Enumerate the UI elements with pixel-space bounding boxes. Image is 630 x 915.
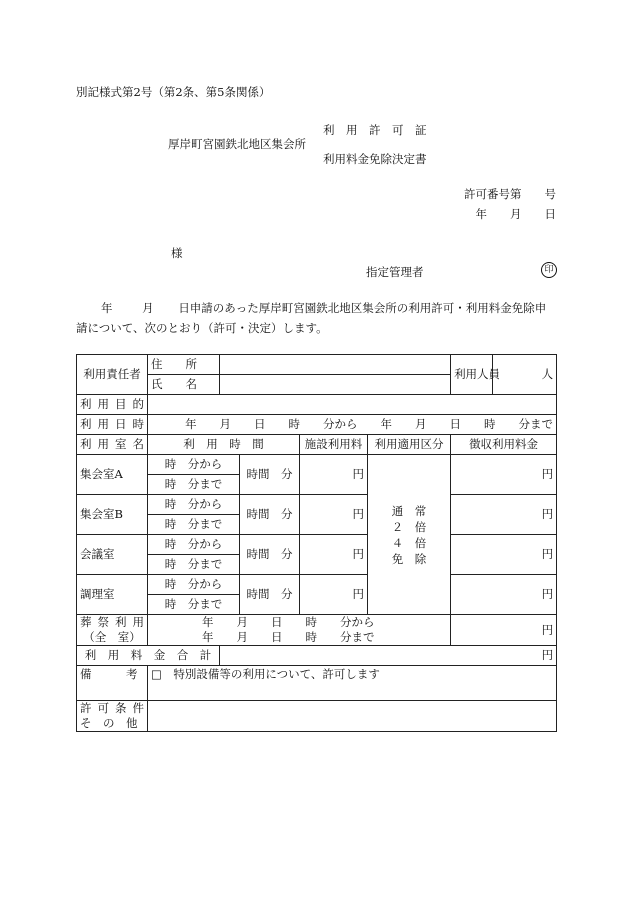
class-exempt[interactable]: 免 除 (391, 551, 427, 566)
header-room: 利用室名 (77, 435, 148, 455)
funeral-label-2: （全 室） (83, 630, 141, 644)
datetime-field[interactable]: 年 月 日 時 分から 年 月 日 時 分まで (148, 415, 557, 435)
seal-mark: 印 (541, 262, 557, 278)
permit-number: 許可番号第 号 (464, 187, 556, 201)
funeral-datetime[interactable] (148, 615, 451, 646)
room-name: 会議室 (77, 535, 148, 575)
doc-title-exemption: 利用料金免除決定書 (323, 152, 427, 166)
row-total (77, 646, 557, 666)
users-label: 利用人員 (451, 355, 493, 395)
room-time-to[interactable]: 時 分まで (148, 515, 240, 535)
room-row (77, 535, 557, 555)
name-field[interactable] (220, 375, 451, 395)
address-field[interactable] (220, 355, 451, 375)
address-label: 住 所 (148, 355, 220, 375)
name-label: 氏 名 (148, 375, 220, 395)
room-time-to[interactable]: 時 分まで (148, 595, 240, 615)
room-time-from[interactable]: 時 分から (148, 575, 240, 595)
doc-title-permit: 利 用 許 可 証 (323, 123, 427, 137)
funeral-to: 年 月 日 時 分まで (202, 630, 375, 644)
room-name: 調理室 (77, 575, 148, 615)
row-header (77, 435, 557, 455)
row-remarks (77, 666, 557, 701)
issue-date: 年 月 日 (475, 207, 556, 221)
room-time-to[interactable]: 時 分まで (148, 555, 240, 575)
body-line-2: 請について、次のとおり（許可・決定）します。 (76, 321, 328, 335)
class-double[interactable]: ２ 倍 (391, 519, 427, 534)
room-collect[interactable]: 円 (451, 455, 557, 495)
purpose-field[interactable] (148, 395, 557, 415)
conditions-label-1: 許可条件 (80, 701, 144, 715)
room-time-from[interactable]: 時 分から (148, 455, 240, 475)
room-row (77, 575, 557, 595)
room-time-from[interactable]: 時 分から (148, 495, 240, 515)
conditions-label (77, 701, 148, 732)
room-collect[interactable]: 円 (451, 495, 557, 535)
body-rest: 日申請のあった厚岸町宮園鉄北地区集会所の利用許可・利用料金免除申 (178, 301, 547, 315)
funeral-from: 年 月 日 時 分から (202, 615, 375, 629)
room-hours[interactable]: 時間 分 (240, 495, 300, 535)
body-year: 年 (101, 301, 113, 315)
manager-label: 指定管理者 (366, 265, 424, 279)
room-hours[interactable]: 時間 分 (240, 455, 300, 495)
funeral-label-1: 葬祭利用 (80, 615, 144, 629)
room-row (77, 495, 557, 515)
facility-name: 厚岸町宮園鉄北地区集会所 (168, 137, 306, 151)
header-fee: 施設利用料 (300, 435, 368, 455)
purpose-label: 利用目的 (77, 395, 148, 415)
room-fee[interactable]: 円 (300, 535, 368, 575)
header-collect: 徴収利用料金 (451, 435, 557, 455)
room-fee[interactable]: 円 (300, 495, 368, 535)
body-paragraph (76, 298, 556, 338)
room-name: 集会室B (77, 495, 148, 535)
room-time-to[interactable]: 時 分まで (148, 475, 240, 495)
remarks-label: 備 考 (77, 666, 148, 701)
datetime-label: 利用日時 (77, 415, 148, 435)
row-conditions (77, 701, 557, 732)
header-time: 利 用 時 間 (148, 435, 300, 455)
room-name: 集会室A (77, 455, 148, 495)
room-collect[interactable]: 円 (451, 535, 557, 575)
body-month: 月 (142, 301, 154, 315)
room-hours[interactable]: 時間 分 (240, 535, 300, 575)
class-normal[interactable]: 通 常 (391, 503, 427, 518)
row-datetime (77, 415, 557, 435)
responsible-label: 利用責任者 (77, 355, 148, 395)
users-field[interactable]: 人 (493, 355, 557, 395)
remarks-field[interactable]: □ 特別設備等の利用について、許可します (148, 666, 557, 701)
header-class: 利用適用区分 (368, 435, 451, 455)
total-fee[interactable]: 円 (220, 646, 557, 666)
room-hours[interactable]: 時間 分 (240, 575, 300, 615)
row-purpose (77, 395, 557, 415)
funeral-fee[interactable]: 円 (451, 615, 557, 646)
form-reference: 別記様式第2号（第2条、第5条関係） (76, 85, 271, 99)
room-row (77, 455, 557, 475)
room-fee[interactable]: 円 (300, 455, 368, 495)
class-quadruple[interactable]: ４ 倍 (391, 535, 427, 550)
room-collect[interactable]: 円 (451, 575, 557, 615)
addressee-suffix: 様 (171, 246, 183, 260)
funeral-label (77, 615, 148, 646)
room-fee[interactable]: 円 (300, 575, 368, 615)
conditions-field[interactable] (148, 701, 557, 732)
conditions-label-2: そ の 他 (80, 716, 138, 730)
usage-class-list (368, 455, 451, 615)
row-address (77, 355, 557, 375)
room-time-from[interactable]: 時 分から (148, 535, 240, 555)
application-table (76, 354, 557, 732)
total-label: 利 用 料 金 合 計 (77, 646, 220, 666)
